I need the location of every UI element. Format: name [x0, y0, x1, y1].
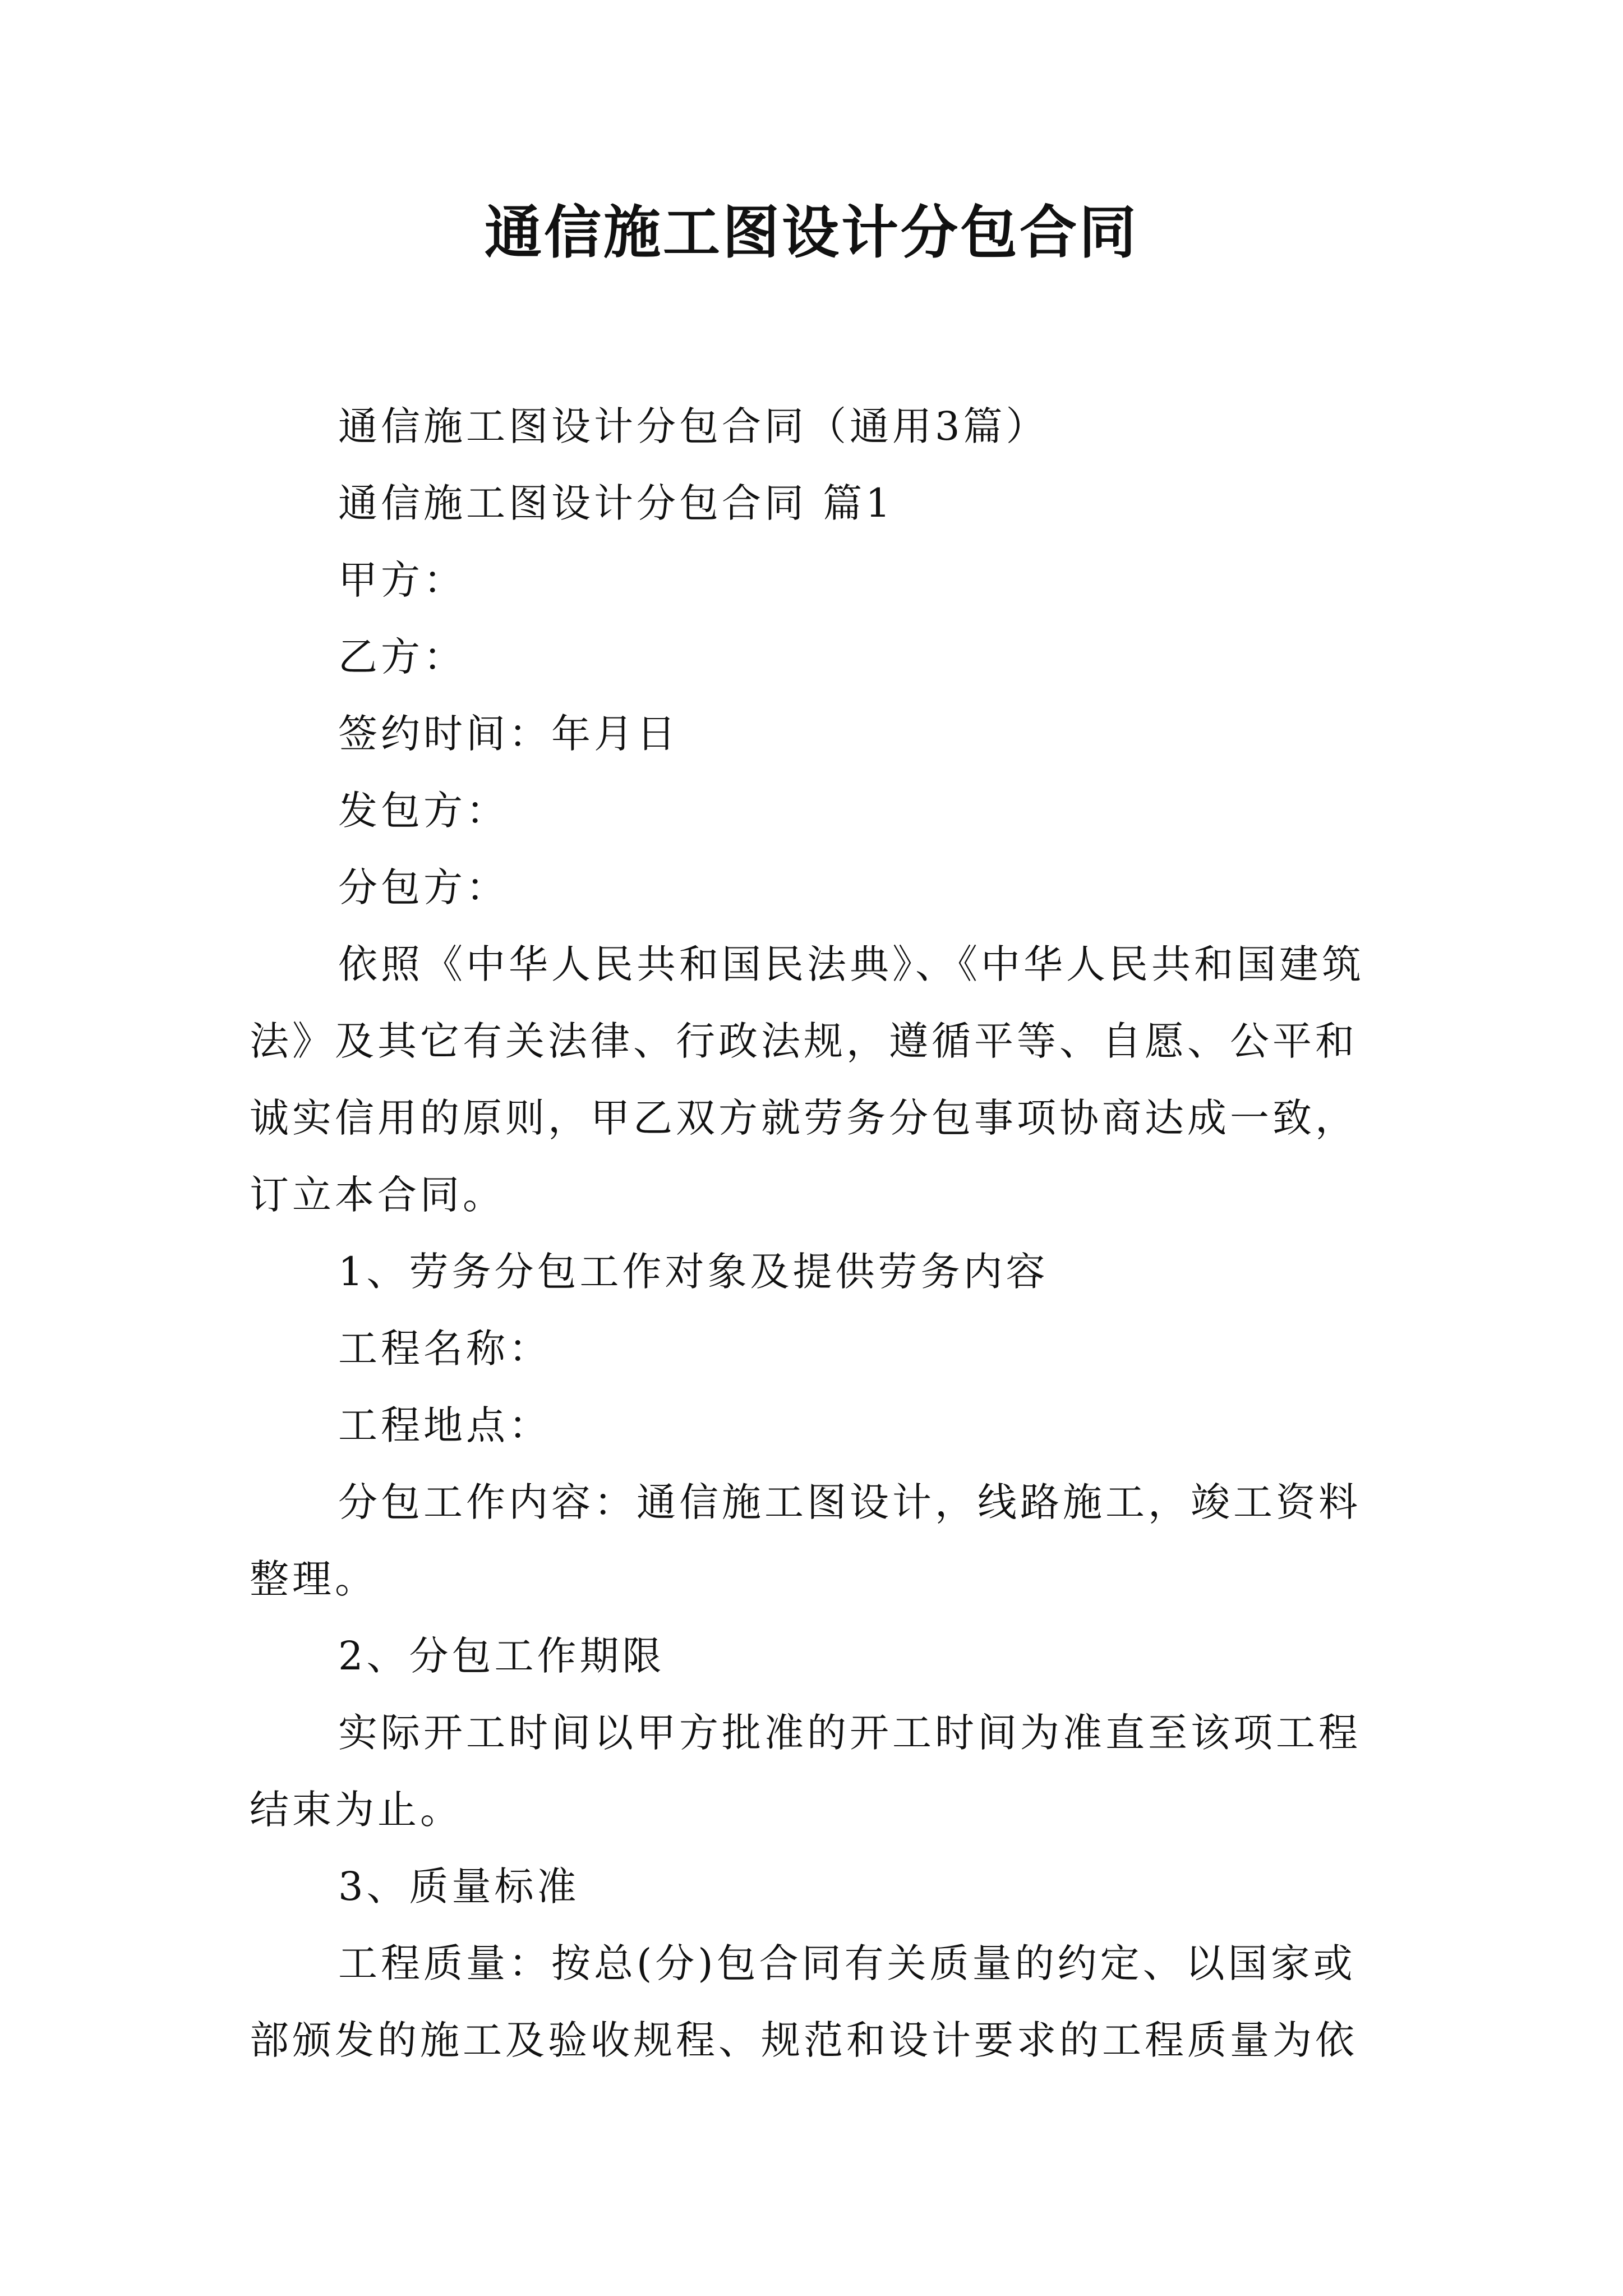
work-period-paragraph: 实际开工时间以甲方批准的开工时间为准直至该项工程结束为止。 [250, 1710, 1361, 1833]
subtitle-collection: 通信施工图设计分包合同（通用3篇） [338, 403, 1049, 449]
party-b-line: 乙方： [338, 634, 466, 680]
subcontractor-line: 分包方： [338, 864, 509, 910]
clause-2-heading: 2、分包工作期限 [338, 1633, 665, 1679]
party-a-line: 甲方： [338, 557, 466, 603]
contractor-line: 发包方： [338, 788, 509, 834]
section-heading-part-1: 通信施工图设计分包合同 篇1 [338, 480, 894, 526]
clause-1-heading: 1、劳务分包工作对象及提供劳务内容 [338, 1249, 1049, 1295]
project-name-line: 工程名称： [338, 1326, 551, 1372]
project-location-line: 工程地点： [338, 1402, 551, 1448]
work-scope-paragraph: 分包工作内容：通信施工图设计，线路施工，竣工资料整理。 [250, 1479, 1361, 1602]
document-title: 通信施工图设计分包合同 [485, 199, 1138, 266]
document-body [250, 388, 1394, 2079]
signing-date-line: 签约时间：年月日 [338, 711, 679, 757]
preamble-paragraph: 依照《中华人民共和国民法典》、《中华人民共和国建筑法》及其它有关法律、行政法规，遵循平等、自愿、公平和诚实信用的原则，甲乙双方就劳务分包事项协商达成一致，订立本合同。 [250, 941, 1364, 1218]
clause-3-heading: 3、质量标准 [338, 1864, 580, 1910]
quality-paragraph: 工程质量：按总(分)包合同有关质量的约定、以国家或部颁发的施工及验收规程、规范和设计要求的工程质量为依 [250, 1940, 1358, 2063]
